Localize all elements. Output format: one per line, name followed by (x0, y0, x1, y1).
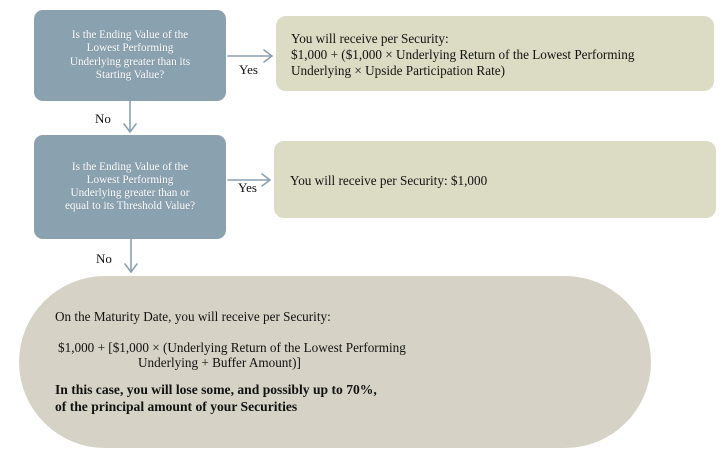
final-outcome-box (19, 276, 651, 448)
answer-box-upside (276, 16, 714, 91)
answer1-line1: You will receive per Security: (291, 31, 449, 46)
question1-line4: Starting Value? (95, 68, 165, 81)
answer-box-par (274, 141, 716, 218)
question2-line4: equal to its Threshold Value? (64, 200, 196, 213)
final-formula-line1: $1,000 + [$1,000 × (Underlying Return of the Lowest Performing (58, 340, 406, 355)
final-intro: On the Maturity Date, you will receive per Security: (55, 309, 331, 324)
label-yes-1: Yes (239, 62, 258, 77)
label-yes-2: Yes (238, 180, 257, 195)
final-formula-line2: Underlying + Buffer Amount)] (138, 355, 301, 370)
question2-line1: Is the Ending Value of the (71, 160, 189, 173)
answer1-line3: Underlying × Upside Participation Rate) (291, 63, 505, 78)
label-no-2: No (96, 251, 112, 266)
final-warning-line1: In this case, you will lose some, and possibly up to 70%, (55, 382, 377, 397)
label-no-1: No (95, 111, 111, 126)
question1-line1: Is the Ending Value of the (71, 29, 189, 42)
final-warning-line2: of the principal amount of your Securities (55, 399, 298, 414)
answer1-line2: $1,000 + ($1,000 × Underlying Return of the Lowest Performing (291, 47, 635, 62)
answer2-line1: You will receive per Security: $1,000 (290, 173, 488, 188)
question-box-threshold-value (34, 135, 226, 239)
question1-line2: Lowest Performing (86, 42, 174, 55)
question1-line3: Underlying greater than its (69, 55, 191, 68)
question2-line2: Lowest Performing (86, 173, 174, 186)
question-box-starting-value (34, 10, 226, 101)
question2-line3: Underlying greater than or (70, 187, 190, 199)
